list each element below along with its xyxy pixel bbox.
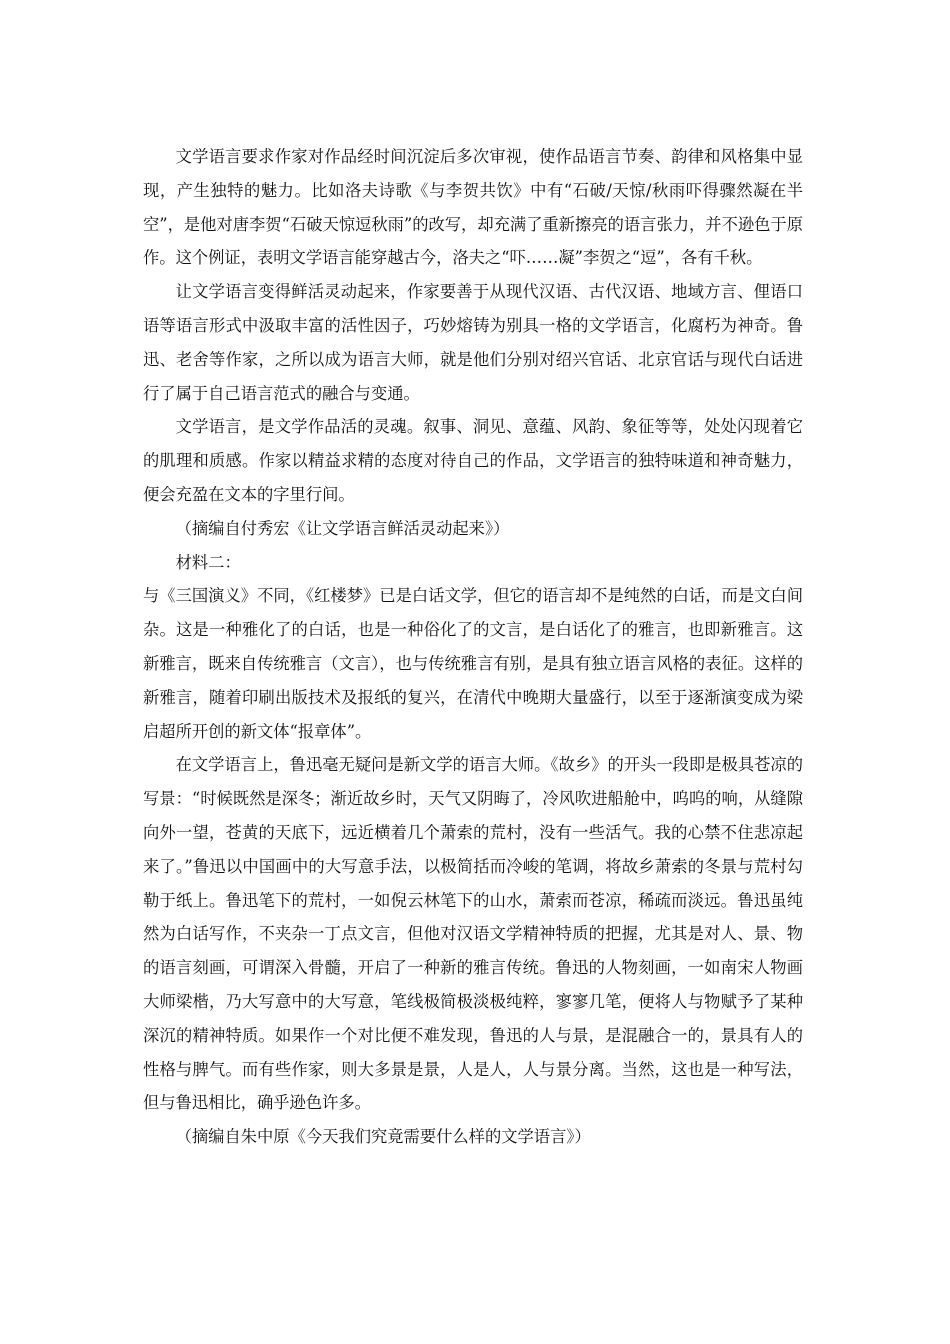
source-citation-2: （摘编自朱中原《今天我们究竟需要什么样的文学语言》） — [175, 1127, 591, 1147]
paragraph-soul-of-literature: 文学语言，是文学作品活的灵魂。叙事、洞见、意蕴、风韵、象征等等，处处闪现着它的肌理和质感。作家以精益求精的态度对待自己的作品，文学语言的独特味道和神奇魅力，便会充盈在文本的字里行间。 — [143, 417, 803, 504]
paragraph-luxun-language: 在文学语言上，鲁迅毫无疑问是新文学的语言大师。《故乡》的开头一段即是极具苍凉的写景：“时候既然是深冬；渐近故乡时，天气又阴晦了，冷风吹进船舱中，呜呜的响，从缝隙向外一望，苍黄的天底下，远近横着几个萧索的荒村，没有一些活气。我的心禁不住悲凉起来了。”鲁迅以中国画中的大写意手法，以极简括而冷峻的笔调，将故乡萧索的冬景与荒村勾勒于纸上。鲁迅笔下的荒村，一如倪云林笔下的山水，萧索而苍凉，稀疏而淡远。鲁迅虽纯然为白话写作，不夹杂一丁点文言，但他对汉语文学精神特质的把握，尤其是对人、景、物的语言刻画，可谓深入骨髓，开启了一种新的雅言传统。鲁迅的人物刻画，一如南宋人物画大师梁楷，乃大写意中的大写意，笔线极简极淡极纯粹，寥寥几笔，便将人与物赋予了某种深沉的精神特质。如果作一个对比便不难发现，鲁迅的人与景，是混融合一的，景具有人的性格与脾气。而有些作家，则大多景是景，人是人，人与景分离。当然，这也是一种写法，但与鲁迅相比，确乎逊色许多。 — [143, 755, 803, 1113]
paragraph-literary-language-review: 文学语言要求作家对作品经时间沉淀后多次审视，使作品语言节奏、韵律和风格集中显现，产生独特的魅力。比如洛夫诗歌《与李贺共饮》中有“石破/天惊/秋雨吓得骤然凝在半空”，是他对唐李贺“石破天惊逗秋雨”的改写，却充满了重新擦亮的语言张力，并不逊色于原作。这个例证，表明文学语言能穿越古今，洛夫之“吓……凝”李贺之“逗”，各有千秋。 — [143, 147, 803, 268]
paragraph-hongloumeng-language: 与《三国演义》不同，《红楼梦》已是白话文学，但它的语言却不是纯然的白话，而是文白间杂。这是一种雅化了的白话，也是一种俗化了的文言，是白话化了的雅言，也即新雅言。这新雅言，既来自传统雅言（文言），也与传统雅言有别，是具有独立语言风格的表征。这样的新雅言，随着印刷出版技术及报纸的复兴，在清代中晚期大量盛行，以至于逐渐演变成为梁启超所开创的新文体“报章体”。 — [143, 586, 803, 741]
source-citation-1: （摘编自付秀宏《让文学语言鲜活灵动起来》） — [175, 518, 510, 538]
material-2-label: 材料二： — [175, 552, 241, 572]
paragraph-vivid-language: 让文学语言变得鲜活灵动起来，作家要善于从现代汉语、古代汉语、地域方言、俚语口语等语言形式中汲取丰富的活性因子，巧妙熔铸为别具一格的文学语言，化腐朽为神奇。鲁迅、老舍等作家，之所以成为语言大师，就是他们分别对绍兴官话、北京官话与现代白话进行了属于自己语言范式的融合与变通。 — [143, 282, 803, 403]
document-body — [143, 140, 803, 1154]
